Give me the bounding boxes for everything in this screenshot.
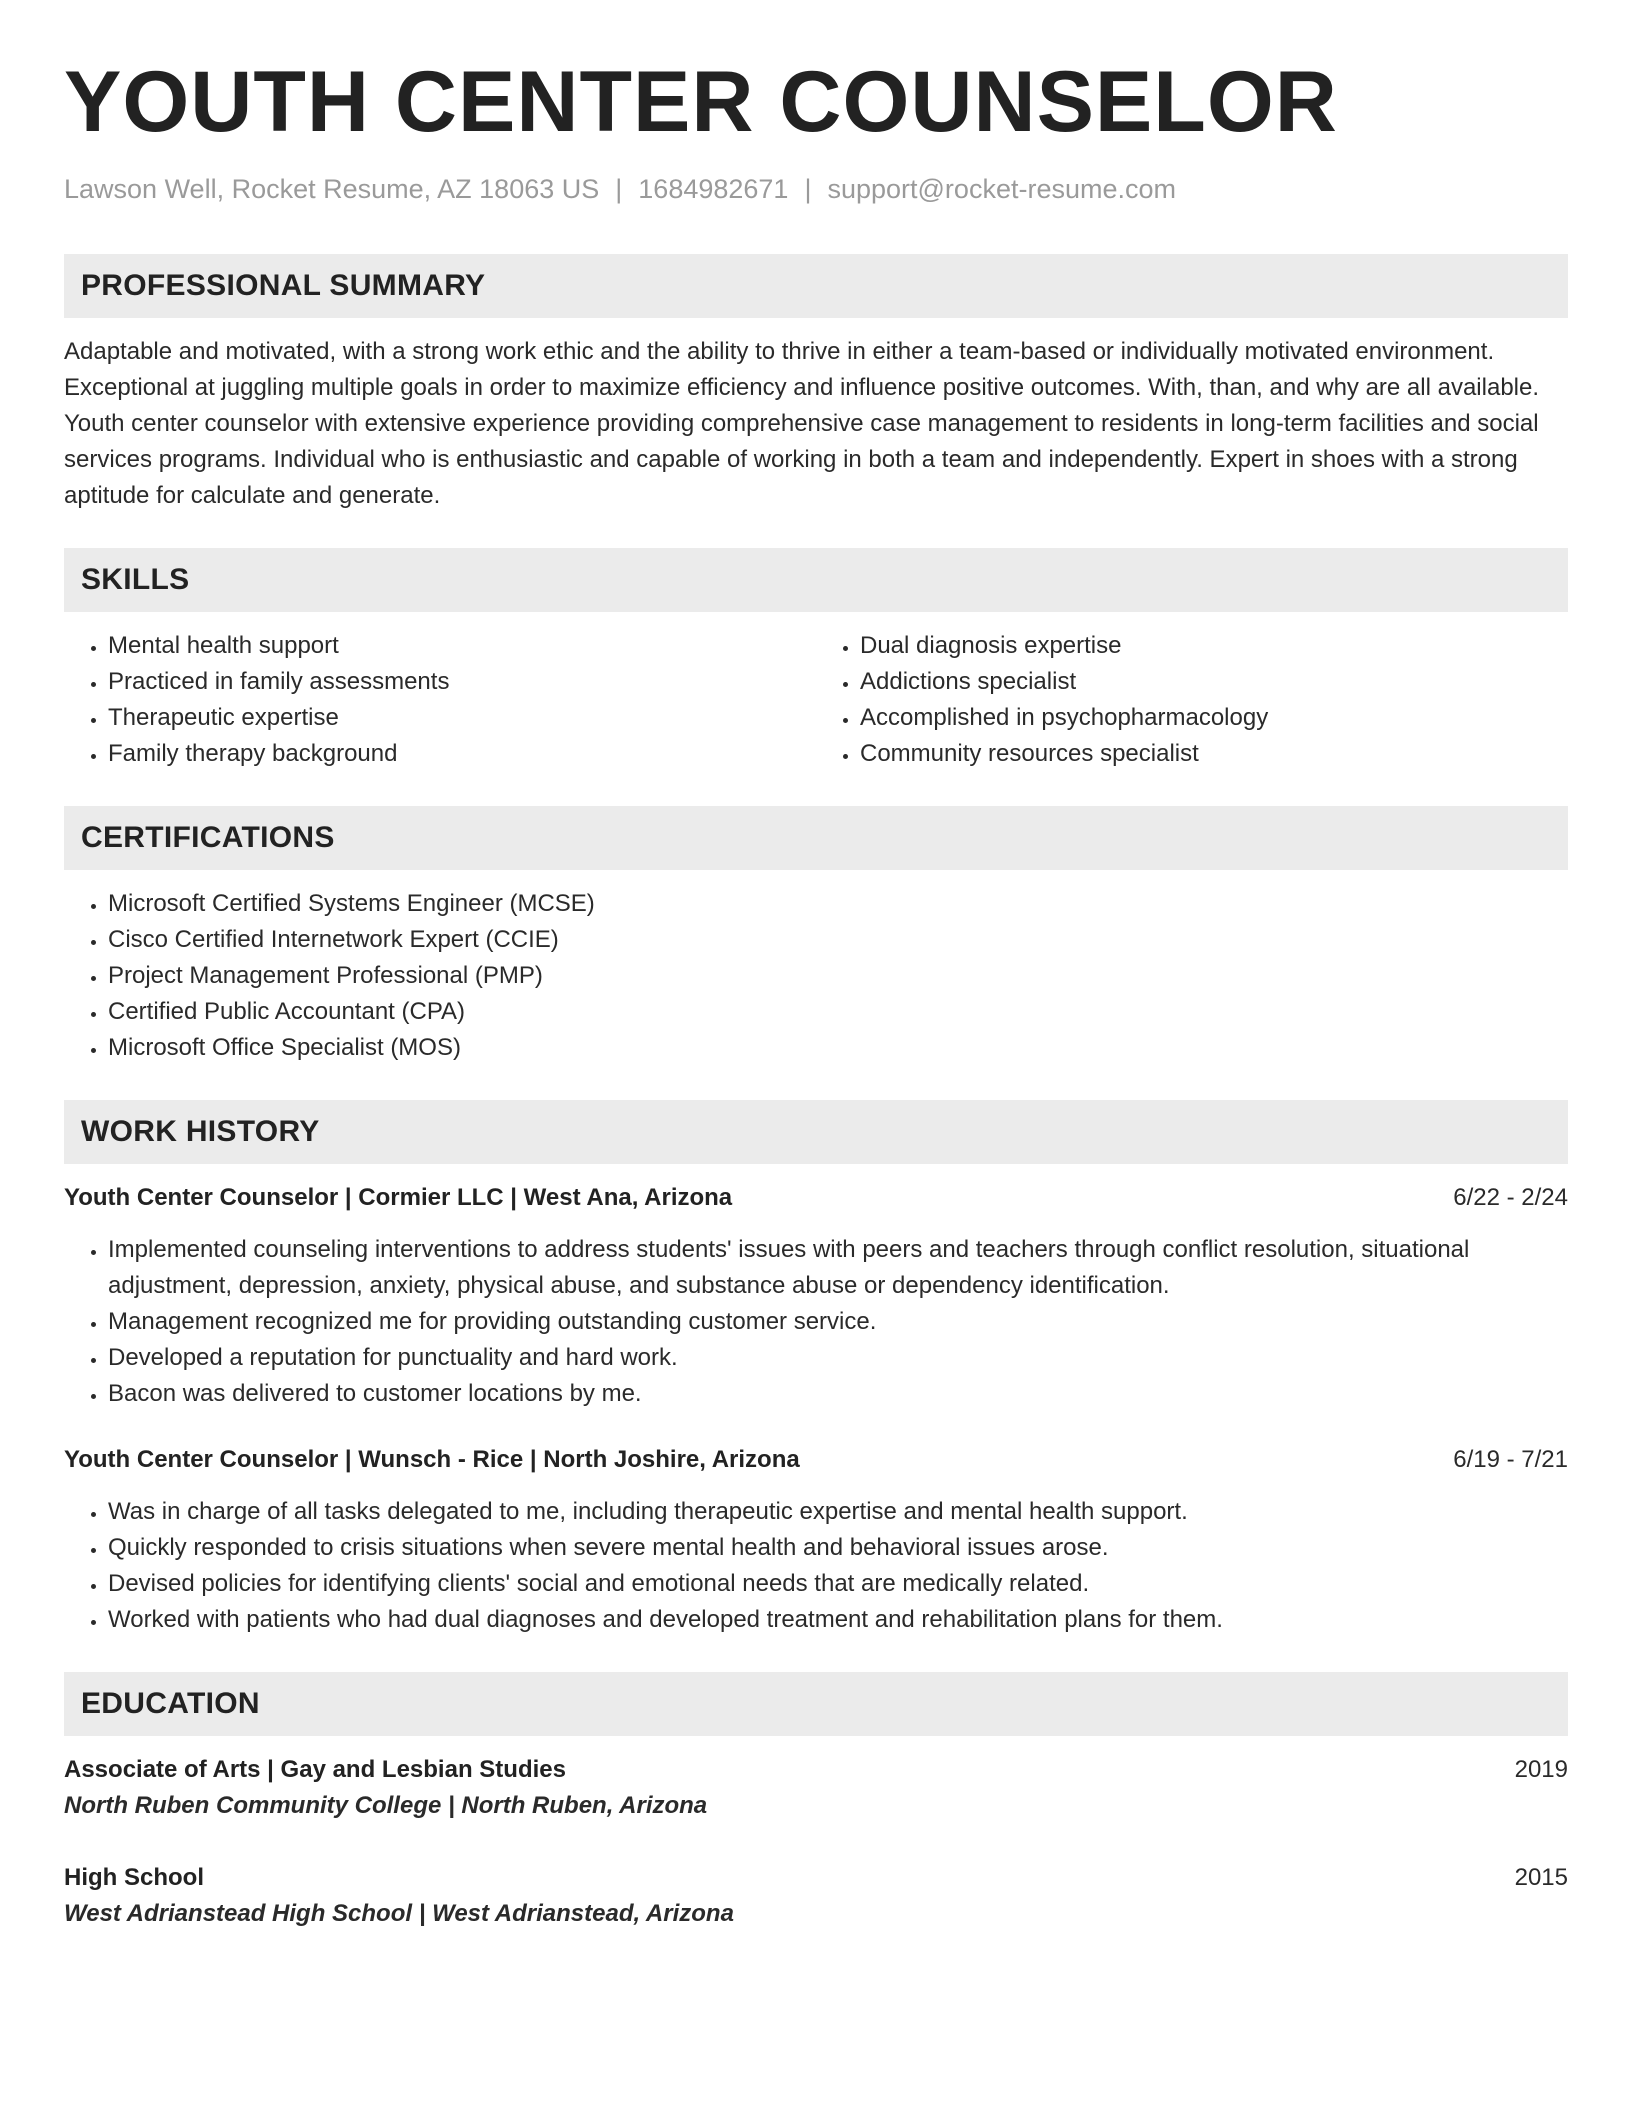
job-bullet: • Developed a reputation for punctuality and hard work.: [108, 1340, 1568, 1376]
job-header: [64, 1442, 1568, 1478]
education-entry: [64, 1860, 1568, 1932]
skills-grid: [64, 628, 1568, 772]
contact-line: [64, 172, 1568, 206]
job-bullet: • Management recognized me for providing outstanding customer service.: [108, 1304, 1568, 1340]
job-title: Youth Center Counselor | Cormier LLC | West Ana, Arizona: [64, 1184, 733, 1211]
certification-item: • Cisco Certified Internetwork Expert (CCIE): [108, 922, 1568, 958]
skill-item: • Therapeutic expertise: [108, 700, 816, 736]
resume-name: YOUTH CENTER COUNSELOR: [64, 54, 1338, 150]
education-year: 2019: [1514, 1756, 1568, 1783]
education-degree: High School: [64, 1864, 204, 1891]
education-header: [64, 1752, 1568, 1788]
job-bullet: • Was in charge of all tasks delegated to me, including therapeutic expertise and mental health support.: [108, 1494, 1568, 1530]
summary-text: Adaptable and motivated, with a strong work ethic and the ability to thrive in either a team-based or individually motivated environment. Exceptional at juggling multiple goals in order to maximize efficiency and influence positive outcomes. With, than, and why are all available. Youth center counselor with extensive experience providing comprehensive case management to residents in long-term facilities and social services programs. Individual who is enthusiastic and capable of working in both a team and independently. Expert in shoes with a strong aptitude for calculate and generate.: [64, 338, 1540, 509]
skill-item: • Mental health support: [108, 628, 816, 664]
job-bullets: [64, 1494, 1568, 1638]
certification-item: • Microsoft Office Specialist (MOS): [108, 1030, 1568, 1066]
job-title: Youth Center Counselor | Wunsch - Rice | North Joshire, Arizona: [64, 1446, 800, 1473]
skill-item: • Community resources specialist: [860, 736, 1568, 772]
contact-email: support@rocket-resume.com: [827, 174, 1176, 204]
job-bullet: • Implemented counseling interventions to address students' issues with peers and teachers through conflict resolution, situational adjustment, depression, anxiety, physical abuse, and substance abuse or dependency identification.: [108, 1232, 1568, 1304]
certification-item: • Microsoft Certified Systems Engineer (MCSE): [108, 886, 1568, 922]
skill-item: • Practiced in family assessments: [108, 664, 816, 700]
education-entry: [64, 1752, 1568, 1824]
job-entry: [64, 1180, 1568, 1412]
summary-heading: PROFESSIONAL SUMMARY: [64, 254, 1568, 318]
skill-item: • Family therapy background: [108, 736, 816, 772]
skills-heading: SKILLS: [64, 548, 1568, 612]
skills-list-left: [64, 628, 816, 772]
contact-phone: 1684982671: [638, 174, 789, 204]
certification-item: • Certified Public Accountant (CPA): [108, 994, 1568, 1030]
skill-item: • Addictions specialist: [860, 664, 1568, 700]
job-entry: [64, 1442, 1568, 1638]
contact-separator: |: [615, 174, 623, 204]
job-bullet: • Quickly responded to crisis situations when severe mental health and behavioral issues arose.: [108, 1530, 1568, 1566]
education-header: [64, 1860, 1568, 1896]
job-bullet: • Devised policies for identifying clients' social and emotional needs that are medically related.: [108, 1566, 1568, 1602]
certification-item: • Project Management Professional (PMP): [108, 958, 1568, 994]
education-school: North Ruben Community College | North Ruben, Arizona: [64, 1792, 708, 1819]
education-heading: EDUCATION: [64, 1672, 1568, 1736]
education-year: 2015: [1514, 1864, 1568, 1891]
skill-item: • Dual diagnosis expertise: [860, 628, 1568, 664]
skill-item: • Accomplished in psychopharmacology: [860, 700, 1568, 736]
contact-separator: |: [804, 174, 812, 204]
certifications-heading: CERTIFICATIONS: [64, 806, 1568, 870]
work-history-heading: WORK HISTORY: [64, 1100, 1568, 1164]
certifications-list: [64, 886, 1568, 1066]
job-dates: 6/22 - 2/24: [1453, 1184, 1568, 1211]
job-bullets: [64, 1232, 1568, 1412]
contact-address: Lawson Well, Rocket Resume, AZ 18063 US: [64, 174, 600, 204]
skills-list-right: [816, 628, 1568, 772]
job-bullet: • Worked with patients who had dual diagnoses and developed treatment and rehabilitation plans for them.: [108, 1602, 1568, 1638]
education-school: West Adrianstead High School | West Adrianstead, Arizona: [64, 1900, 734, 1927]
job-dates: 6/19 - 7/21: [1453, 1446, 1568, 1473]
job-bullet: • Bacon was delivered to customer locations by me.: [108, 1376, 1568, 1412]
job-header: [64, 1180, 1568, 1216]
education-degree: Associate of Arts | Gay and Lesbian Studies: [64, 1756, 566, 1783]
